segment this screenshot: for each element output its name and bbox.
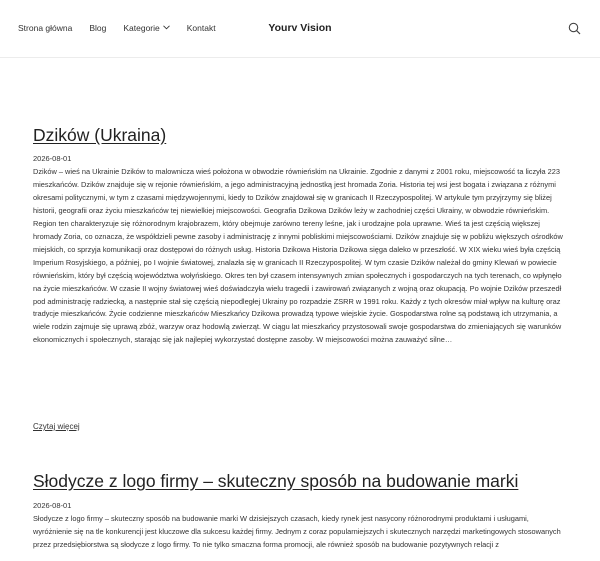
- site-title-wrap: [0, 22, 600, 34]
- post-article: [33, 124, 565, 434]
- nav-item-categories-label: Kategorie: [123, 23, 160, 33]
- post-title[interactable]: Słodycze z logo firmy – skuteczny sposób na budowanie marki: [33, 471, 519, 491]
- post-title[interactable]: Dzików (Ukraina): [33, 125, 167, 145]
- post-date: 2026-08-01: [33, 154, 72, 163]
- post-excerpt: Dzików – wieś na Ukrainie Dzików to malownicza wieś położona w obwodzie równieńskim na Ukrainie. Zgodnie z danymi z 2001 roku, miejscowość ta liczyła 223 mieszkańców. Dzików znajduje się w rejonie równieńskim, a jego administracyjną jednostką jest hromada Zoria. Historia tej wsi jest bogata i związana z różnymi okresami politycznymi, w tym z czasami międzywojennymi, kiedy to Dzików znajdował się w granicach II Rzeczypospolitej. W artykule tym przyjrzymy się bliżej historii, geografii oraz życiu mieszkańców tej niewielkiej miejscowości. Geografia Dzikowa Dzików leży w zachodniej części Ukrainy, w obwodzie równieńskim. Region ten charakteryzuje się różnorodnym krajobrazem, który obejmuje zarówno tereny leśne, jak i urodzajne pola uprawne. Wieś ta jest częścią większej hromady Zoria, co oznacza, że współdzieli pewne zasoby i administrację z innymi pobliskimi miejscowościami. Dzików znajduje się w pobliżu większych ośrodków miejskich, co sprzyja komunikacji oraz dostępowi do różnych usług. Historia Dzikowa Historia Dzikowa sięga daleko w przeszłość. W XIX wieku wieś była częścią Imperium Rosyjskiego, a później, po I wojnie światowej, znalazła się w granicach II Rzeczypospolitej. W tym czasie Dzików należał do gminy Klewań w powiecie równieńskim, który był częścią województwa wołyńskiego. Okres ten był czasem intensywnych zmian społecznych i gospodarczych na tych terenach, co wpłynęło na życie mieszkańców. W czasie II wojny światowej wieś doświadczyła wielu tragedii i zawirowań związanych z wojną oraz okupacją. Po wojnie Dzików przeszedł pod administrację radziecką, a następnie stał się częścią niepodległej Ukrainy po rozpadzie ZSRR w 1991 roku. Każdy z tych okresów miał wpływ na kulturę oraz tradycje mieszkańców. Życie codzienne mieszkańców Mieszkańcy Dzikowa prowadzą typowe wiejskie życie. Gospodarstwa rolne są podstawą ich utrzymania, a wiele rodzin zajmuje się uprawą zbóż, warzyw oraz hodowlą zwierząt. W ciągu lat mieszkańcy przystosowali swoje gospodarstwa do zmieniających się warunków ekonomicznych i społecznych, starając się jak najlepiej wykorzystać dostępne zasoby. W miejscowości można zauważyć silne…: [33, 167, 563, 345]
- nav-item-blog[interactable]: Blog: [89, 23, 107, 33]
- site-title[interactable]: Yourv Vision: [268, 22, 332, 34]
- read-more-link[interactable]: Czytaj więcej: [33, 422, 80, 431]
- site-header: [0, 0, 600, 58]
- search-icon[interactable]: [568, 22, 581, 35]
- nav-item-home[interactable]: Strona główna: [18, 23, 73, 33]
- post-date: 2026-08-01: [33, 501, 72, 510]
- post-article: [33, 470, 565, 561]
- post-excerpt: Słodycze z logo firmy – skuteczny sposób na budowanie marki W dzisiejszych czasach, kiedy rynek jest nasycony różnorodnymi produktami i usługami, wyróżnienie się na tle konkurencji jest kluczowe dla sukcesu każdej firmy. Jednym z coraz popularniejszych i skutecznych narzędzi marketingowych stosowanych przez przedsiębiorstwa są słodycze z logo firmy. To nie tylko smaczna forma promocji, ale również sposób na budowanie pozytywnych relacji z: [33, 514, 561, 549]
- nav-item-contact[interactable]: Kontakt: [186, 23, 216, 33]
